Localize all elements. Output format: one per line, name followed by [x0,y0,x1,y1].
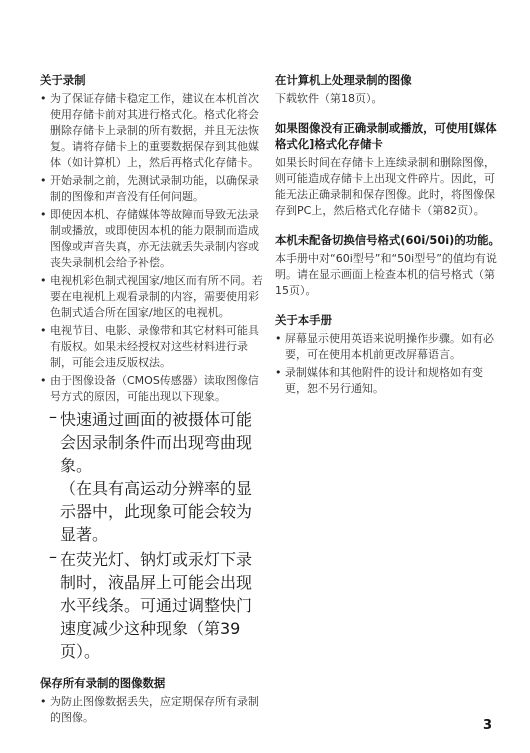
dash-item: – 在荧光灯、钠灯或汞灯下录制时，液晶屏上可能会出现水平线条。可通过调整快门速度减少这种现象（第39页）。 [40,547,265,662]
section-about-manual [275,312,500,397]
bullet-item: • 为了保证存储卡稳定工作，建议在本机首次使用存储卡前对其进行格式化。格式化将会删除存储卡上录制的所有数据，并且无法恢复。请将存储卡上的重要数据保存到其他媒体（如计算机）上，然后再格式化存储卡。 [40,91,265,171]
page-number: 3 [482,718,492,733]
section-heading: 如果图像没有正确录制或播放，可使用[媒体格式化]格式化存储卡 [275,121,497,151]
section-text: 本手册中对“60i型号”和“50i型号”的值均有说明。请在显示画面上检查本机的信号格式（第15页）。 [275,252,497,297]
bullet-text: • 由于图像设备（CMOS传感器）读取图像信号方式的原因，可能出现以下现象。 [50,374,259,403]
section-about-recording [40,72,265,662]
dash-item: – 快速通过画面的被摄体可能会因录制条件而出现弯曲现象。 [40,407,265,476]
section-signal-format [275,232,500,299]
bullet-item: • 为防止图像数据丢失，应定期保存所有录制的图像。 [40,694,265,726]
bullet-list [275,331,500,397]
section-text: 下载软件（第18页）。 [275,92,383,105]
right-column [275,72,500,410]
section-heading: 关于本手册 [275,313,332,327]
section-media-format [275,120,500,219]
bullet-list [40,694,265,726]
bullet-list [40,91,265,405]
section-computer-processing [275,72,500,107]
bullet-item: • 开始录制之前，先测试录制功能，以确保录制的图像和声音没有任何问题。 [40,173,265,205]
section-heading: 保存所有录制的图像数据 [40,676,166,690]
bullet-item-cmos [40,373,265,405]
bullet-item: • 录制媒体和其他附件的设计和规格如有变更，恕不另行通知。 [275,365,500,397]
dash-note: （在具有高运动分辨率的显示器中，此现象可能会较为显著。 [60,479,253,544]
left-column [40,72,265,739]
section-text: 如果长时间在存储卡上连续录制和删除图像，则可能造成存储卡上出现文件碎片。因此，可能无法正确录制和保存图像。此时，将图像保存到PC上，然后格式化存储卡（第82页）。 [275,156,495,217]
section-heading: 本机未配备切换信号格式(60i/50i)的功能。 [275,233,500,247]
bullet-item: • 电视节目、电影、录像带和其它材料可能具有版权。如果未经授权对这些材料进行录制，可能会违反版权法。 [40,323,265,371]
section-heading: 关于录制 [40,73,86,87]
section-save-images [40,675,265,726]
bullet-item: • 屏幕显示使用英语来说明操作步骤。如有必要，可在使用本机前更改屏幕语言。 [275,331,500,363]
bullet-item: • 电视机彩色制式视国家/地区而有所不同。若要在电视机上观看录制的内容，需要使用彩色制式适合所在国家/地区的电视机。 [40,273,265,321]
section-heading: 在计算机上处理录制的图像 [275,73,412,87]
bullet-item: • 即使因本机、存储媒体等故障而导致无法录制或播放，或即使因本机的能力限制而造成图像或声音失真，亦无法就丢失录制内容或丧失录制机会给予补偿。 [40,207,265,271]
